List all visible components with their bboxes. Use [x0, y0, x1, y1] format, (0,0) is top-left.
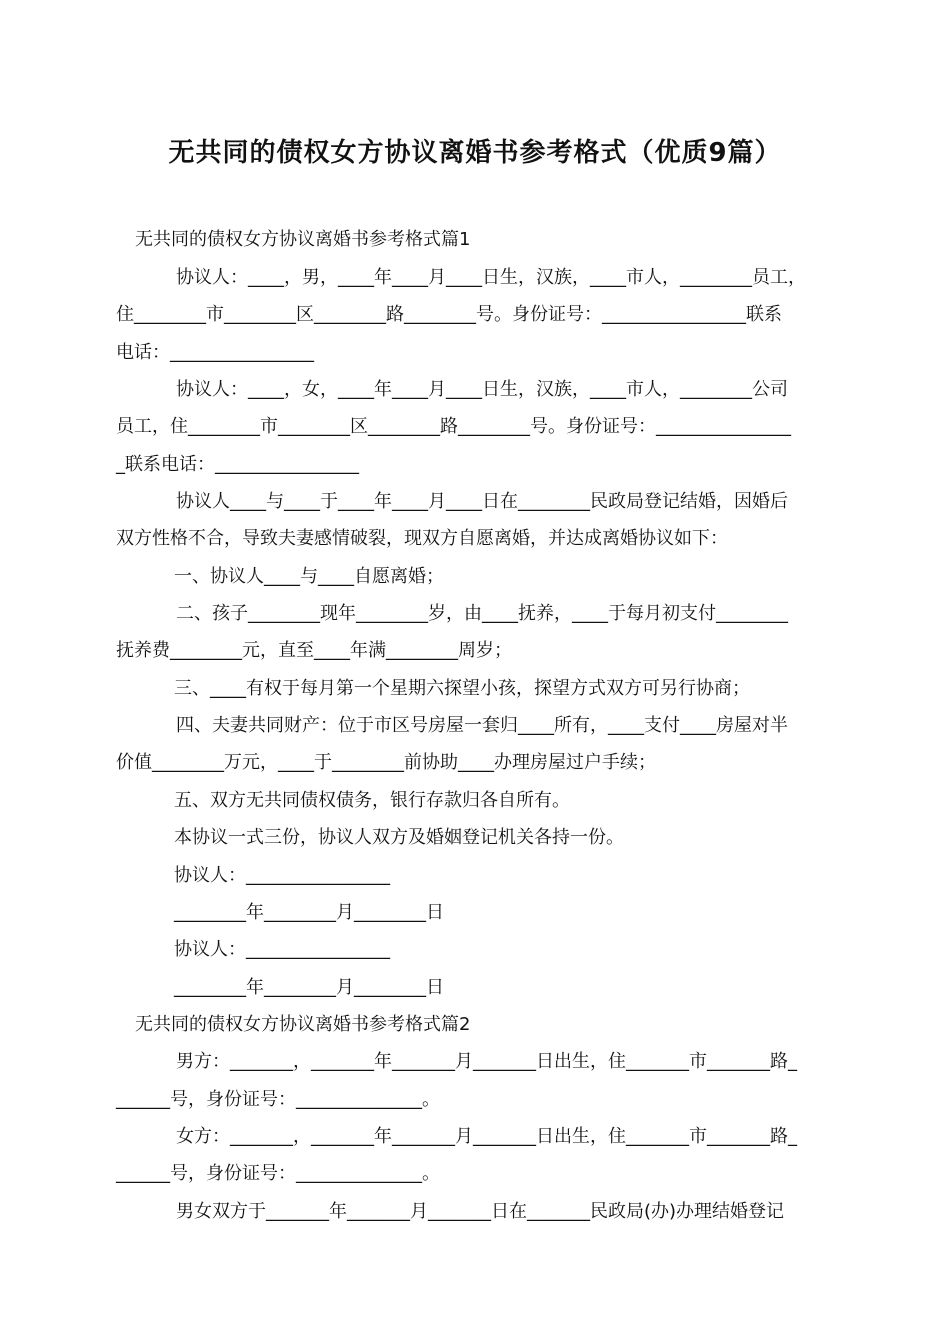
paragraph-line: ______号，身份证号：______________。: [116, 1089, 440, 1110]
paragraph-line: 住________市________区________路________号。身份证号：________________联系: [116, 304, 782, 325]
signature-line: 协议人：________________: [174, 865, 390, 886]
paragraph-line: 男方：_______，_______年_______月_______日出生，住_______市_______路_: [176, 1051, 797, 1072]
paragraph-line: 本协议一式三份，协议人双方及婚姻登记机关各持一份。: [174, 827, 624, 848]
paragraph-line: 协议人____与____于____年____月____日在________民政局登记结婚，因婚后: [176, 491, 788, 512]
date-line: ________年________月________日: [174, 977, 444, 998]
paragraph-line: 女方：_______，_______年_______月_______日出生，住_______市_______路_: [176, 1126, 797, 1147]
signature-line: 协议人：________________: [174, 939, 390, 960]
clause-line: 三、____有权于每月第一个星期六探望小孩，探望方式双方可另行协商；: [174, 678, 750, 699]
clause-line: 抚养费________元，直至____年满________周岁；: [116, 640, 512, 661]
paragraph-line: 协议人：____，男，____年____月____日生，汉族，____市人，________员工，: [176, 267, 806, 288]
clause-line: 价值________万元，____于________前协助____办理房屋过户手续；: [116, 752, 656, 773]
clause-line: 二、孩子________现年________岁，由____抚养，____于每月初支付________: [176, 603, 788, 624]
clause-line: 四、夫妻共同财产：位于市区号房屋一套归____所有，____支付____房屋对半: [176, 715, 788, 736]
clause-line: 五、双方无共同债权债务，银行存款归各自所有。: [174, 790, 570, 811]
paragraph-line: 电话：________________: [116, 342, 314, 363]
section-heading-1: 无共同的债权女方协议离婚书参考格式篇1: [135, 229, 471, 250]
paragraph-line: _联系电话：________________: [116, 454, 359, 475]
clause-line: 一、协议人____与____自愿离婚；: [174, 566, 444, 587]
date-line: ________年________月________日: [174, 902, 444, 923]
paragraph-line: ______号，身份证号：______________。: [116, 1163, 440, 1184]
paragraph-line: 员工，住________市________区________路________号。身份证号：_______________: [116, 416, 791, 437]
paragraph-line: 双方性格不合，导致夫妻感情破裂，现双方自愿离婚，并达成离婚协议如下：: [116, 528, 728, 549]
paragraph-line: 协议人：____，女，____年____月____日生，汉族，____市人，________公司: [176, 379, 788, 400]
paragraph-line: 男女双方于_______年_______月_______日在_______民政局(办)办理结婚登记: [176, 1201, 785, 1222]
document-title: 无共同的债权女方协议离婚书参考格式（优质9篇）: [168, 138, 782, 168]
section-heading-2: 无共同的债权女方协议离婚书参考格式篇2: [135, 1014, 471, 1035]
